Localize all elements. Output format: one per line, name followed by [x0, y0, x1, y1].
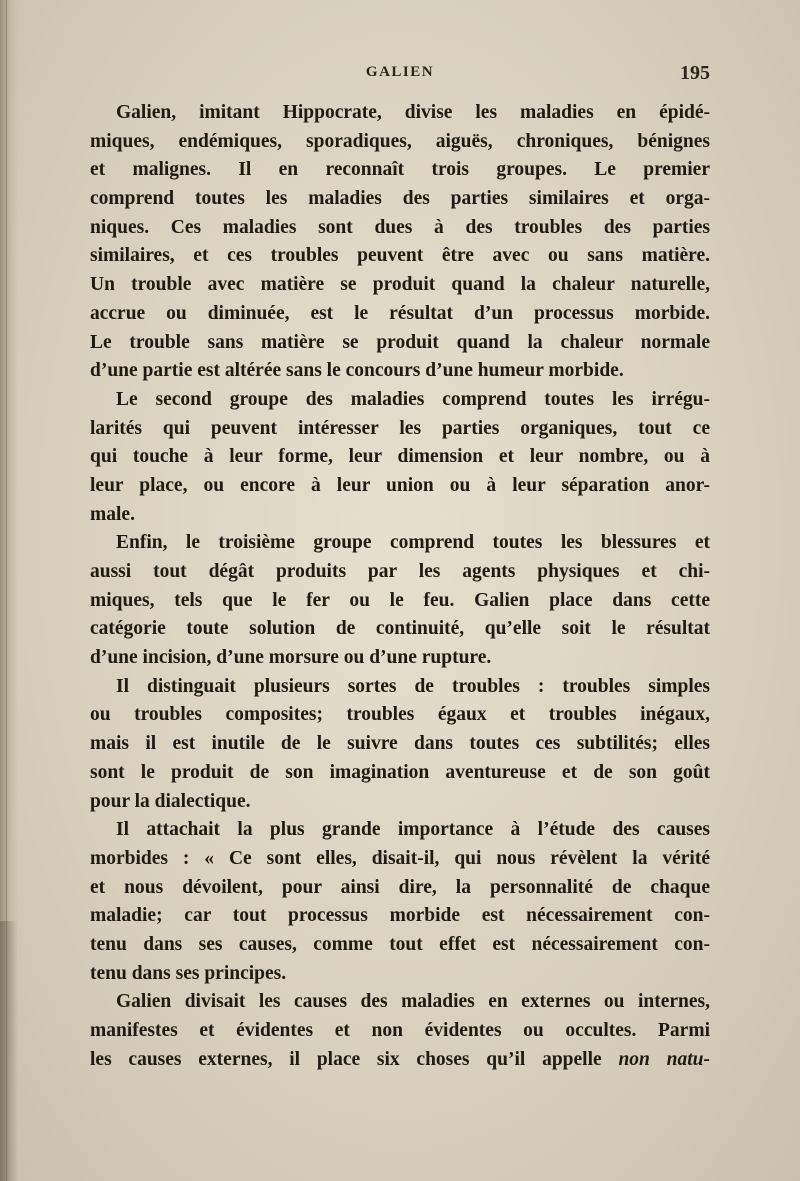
text-line: miques, endémiques, sporadiques, aiguës, chroniques, bénignes [90, 130, 710, 152]
text-line: qui touche à leur forme, leur dimension et leur nombre, ou à [90, 446, 710, 468]
text-line: male. [90, 503, 135, 525]
binding-shadow [0, 921, 18, 1181]
text-line: manifestes et évidentes et non évidentes ou occultes. Parmi [90, 1020, 710, 1041]
text-line: d’une incision, d’une morsure ou d’une rupture. [90, 647, 492, 669]
text-line: Le second groupe des maladies comprend toutes les irrégu- [116, 388, 710, 410]
text-line: comprend toutes les maladies des parties similaires et orga- [90, 188, 710, 210]
text-line: et nous dévoilent, pour ainsi dire, la personnalité de chaque [90, 876, 710, 898]
text-line: Il attachait la plus grande importance à l’étude des causes [116, 819, 710, 841]
text-line: Un trouble avec matière se produit quand la chaleur naturelle, [90, 274, 710, 296]
running-head: GALIEN [365, 64, 435, 80]
text-line: d’une partie est altérée sans le concours d’une humeur morbide. [90, 360, 624, 382]
text-line: accrue ou diminuée, est le résultat d’un processus morbide. [90, 302, 710, 324]
text-line-final-roman: les causes externes, il place six choses qu’il appelle [90, 1048, 602, 1070]
text-line: tenu dans ses principes. [90, 962, 287, 984]
text-line: niques. Ces maladies sont dues à des troubles des parties [90, 216, 710, 238]
text-line: similaires, et ces troubles peuvent être avec ou sans matière. [90, 245, 710, 267]
page-number: 195 [680, 62, 710, 84]
page-header [90, 62, 710, 88]
text-line: catégorie toute solution de continuité, qu’elle soit le résultat [90, 618, 710, 640]
text-line: maladie; car tout processus morbide est nécessairement con- [90, 905, 710, 927]
text-line: miques, tels que le fer ou le feu. Galien place dans cette [90, 589, 710, 611]
text-line: Le trouble sans matière se produit quand la chaleur normale [90, 331, 710, 353]
text-line: morbides : « Ce sont elles, disait-il, qui nous révèlent la vérité [90, 847, 710, 869]
body-text [90, 99, 710, 1074]
text-line-final-italic: non natu- [618, 1048, 710, 1070]
text-line: Galien, imitant Hippocrate, divise les maladies en épidé- [116, 102, 710, 123]
text-line: Enfin, le troisième groupe comprend toutes les blessures et [116, 532, 710, 554]
text-line: sont le produit de son imagination aventureuse et de son goût [90, 761, 710, 783]
text-line: mais il est inutile de le suivre dans toutes ces subtilités; elles [90, 733, 710, 755]
text-line: Il distinguait plusieurs sortes de troubles : troubles simples [116, 675, 710, 697]
text-line: aussi tout dégât produits par les agents physiques et chi- [90, 561, 710, 582]
text-line: tenu dans ses causes, comme tout effet est nécessairement con- [90, 933, 710, 955]
text-line: larités qui peuvent intéresser les parties organiques, tout ce [90, 417, 710, 439]
text-line: et malignes. Il en reconnaît trois groupes. Le premier [90, 159, 710, 181]
text-line: ou troubles composites; troubles égaux et troubles inégaux, [90, 704, 710, 726]
text-line: Galien divisait les causes des maladies en externes ou internes, [116, 991, 710, 1013]
text-line-final [90, 1046, 710, 1075]
text-line: pour la dialectique. [90, 790, 251, 812]
text-line: leur place, ou encore à leur union ou à leur séparation anor- [90, 474, 710, 496]
